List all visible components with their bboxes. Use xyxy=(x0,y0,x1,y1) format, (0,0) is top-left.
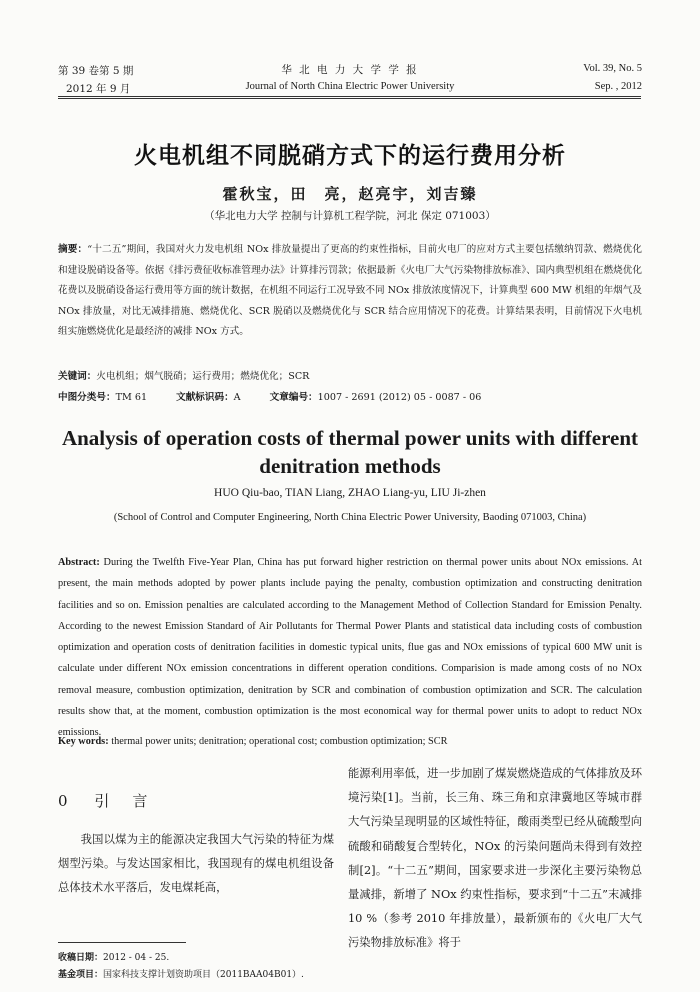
header-rule-bottom xyxy=(58,98,641,99)
authors-cn: 霍秋宝，田 亮，赵亮宇，刘吉臻 xyxy=(222,185,478,203)
journal-title-cn: 华 北 电 力 大 学 学 报 xyxy=(281,64,419,76)
header-rule-top xyxy=(58,96,641,97)
section-heading xyxy=(58,790,151,811)
authors-en: HUO Qiu-bao, TIAN Liang, ZHAO Liang-yu, LIU Ji-zhen xyxy=(214,487,486,499)
keywords-en-label: Key words: xyxy=(58,736,109,747)
abstract-en-text: During the Twelfth Five-Year Plan, China has put forward higher restriction on thermal power units about NOx emissions. At present, the main methods adopted by power plants include paying the penalty, combustion optimization and constructing denitration facilities and so on. Emission penalties are calculated according to the Management Method of Collection Standard for Emission Penalty. According to the newest Emission Standard of Air Pollutants for Thermal Power Plants and statistical data including costs of combustion optimization and operation costs of denitration facilities in domestic typical units, flue gas and NOx emissions of typical 600 MW unit is calculate under different NOx emission concentrations in different operation conditions. Comparision is made among costs of no NOx removal measure, combustion optimization, denitration by SCR and combination of combustion optimization and SCR. The calculation results show that, at the moment, combustion optimization is the most economical way for thermal power units to adopt to reduct NOx emissions. xyxy=(58,557,642,739)
section-title: 引 言 xyxy=(94,792,152,810)
clc-value: TM 61 xyxy=(115,392,148,403)
date-cn: 2012 年 9 月 xyxy=(66,83,131,95)
fund-label: 基金项目： xyxy=(58,970,104,980)
clc-label: 中图分类号： xyxy=(58,392,116,403)
paper-title-en: Analysis of operation costs of thermal power units with different denitration methods xyxy=(61,426,639,478)
affiliation-en: (School of Control and Computer Engineering, North China Electric Power University, Baoding 071003, China) xyxy=(113,512,587,523)
footnote-rule xyxy=(58,942,186,943)
article-number-label: 文章编号： xyxy=(269,392,318,403)
keywords-cn xyxy=(58,368,642,382)
received-value: 2012 - 04 - 25. xyxy=(103,953,170,963)
article-number-value: 1007 - 2691 (2012) 05 - 0087 - 06 xyxy=(317,392,482,403)
keywords-cn-label: 关键词： xyxy=(58,371,97,382)
doc-code-label: 文献标识码： xyxy=(176,392,234,403)
doc-code-value: A xyxy=(233,392,241,403)
classification-line xyxy=(58,389,642,403)
volume-issue-cn: 第 39 卷第 5 期 xyxy=(58,65,134,77)
affiliation-cn: （华北电力大学 控制与计算机工程学院，河北 保定 071003） xyxy=(204,210,496,222)
date-en: Sep. , 2012 xyxy=(594,81,642,92)
abstract-en-label: Abstract: xyxy=(58,557,100,568)
footnote-fund xyxy=(58,967,304,980)
journal-title-en: Journal of North China Electric Power University xyxy=(245,81,455,92)
keywords-en-text: thermal power units; denitration; operational cost; combustion optimization; SCR xyxy=(111,736,448,747)
abstract-cn-label: 摘要： xyxy=(58,244,88,255)
paper-title-cn: 火电机组不同脱硝方式下的运行费用分析 xyxy=(134,143,566,169)
keywords-en xyxy=(58,736,642,747)
received-label: 收稿日期： xyxy=(58,953,104,963)
body-column-left: 我国以煤为主的能源决定我国大气污染的特征为煤烟型污染。与发达国家相比，我国现有的煤电机组设备总体技术水平落后，发电煤耗高， xyxy=(58,833,334,894)
abstract-en xyxy=(58,552,642,744)
fund-value: 国家科技支撑计划资助项目（2011BAA04B01）. xyxy=(103,970,304,980)
abstract-cn xyxy=(58,240,642,343)
section-number: 0 xyxy=(58,792,68,810)
abstract-cn-text: “十二五”期间，我国对火力发电机组 NOx 排放量提出了更高的约束性指标，目前火电厂的应对方式主要包括缴纳罚款、燃烧优化和建设脱硝设备等。依据《排污费征收标准管理办法》计算排污罚款；依据最新《火电厂大气污染物排放标准》、国内典型机组在燃烧优化花费以及脱硝设备运行费用等方面的统计数据，在机组不同运行工况导致不同 NOx 排放浓度情况下，计算典型 600 MW 机组的年烟气及 NOx 排放量，对比无减排措施、燃烧优化、SCR 脱硝以及燃烧优化与 SCR 结合应用情况下的花费。计算结果表明，目前情况下火电机组实施燃烧优化是最经济的减排 NOx 方式。 xyxy=(58,244,643,337)
footnote-received xyxy=(58,950,169,963)
keywords-cn-text: 火电机组；烟气脱硝；运行费用；燃烧优化；SCR xyxy=(96,371,310,382)
volume-issue-en: Vol. 39, No. 5 xyxy=(583,63,642,74)
body-column-right: 能源利用率低，进一步加剧了煤炭燃烧造成的气体排放及环境污染[1]。当前，长三角、珠三角和京津冀地区等城市群大气污染呈现明显的区域性特征，酸雨类型已经从硫酸型向硫酸和硝酸复合型转化，NOx 的污染问题尚未得到有效控制[2]。“十二五”期间，国家要求进一步深化主要污染物总量减排，新增了 NOx 约束性指标，要求到“十二五”末减排 10 %（参考 2010 年排放量），最新颁布的《火电厂大气污染物排放标准》将于 xyxy=(348,767,642,950)
